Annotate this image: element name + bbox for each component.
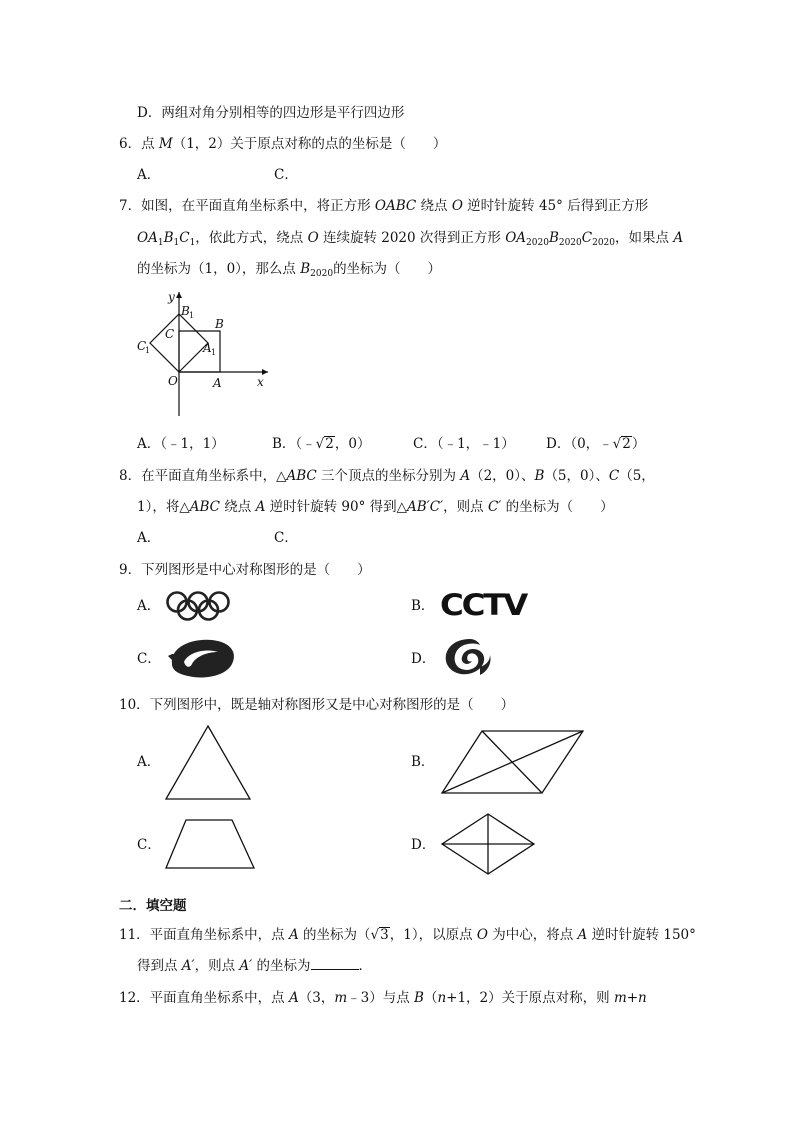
sqrt-sign: √ [370,927,380,943]
label-b1: B [181,304,190,318]
q6-option-c: C． [274,167,298,183]
q7-option-a: A．（﹣1，1） [137,436,225,452]
q9-stem: 9．下列图形是中心对称图形的是（ ） [119,562,371,578]
q7-option-b: B．（﹣√2，0） [272,436,371,452]
q11-line-2: 得到点 A′，则点 A′ 的坐标为 ． [137,958,373,974]
trapezoid-figure [164,817,256,871]
q10-option-b: B． [411,754,435,770]
q9-option-b: B． [411,598,435,614]
section-title: 二．填空题 [119,898,187,914]
parallelogram-figure [440,728,586,796]
q7-line-2: $OA_1B_1C_1$，依此方式，绕点 O 连续旋转 2020 次得到正方形 $OA_{2020}B_{2020}C_{2020}$，如果点 A [137,230,684,248]
q10-option-d: D． [411,837,436,853]
label-c1-sub: 1 [145,346,151,355]
q7-option-d: D．（0，﹣√2） [546,436,646,452]
rhombus-figure [440,812,536,876]
swirl-emblem-icon [168,634,238,680]
q8-option-c: C． [274,530,298,546]
q10-option-a: A． [137,754,161,770]
cctv-logo-icon: CCTV [440,588,527,622]
q7-option-c: C．（﹣1，﹣1） [413,436,515,452]
olympic-rings-icon [165,590,231,622]
label-a1: A [203,341,212,355]
q9-option-d: D． [411,651,436,667]
label-a1-sub: 1 [211,348,217,357]
label-c1: C [137,339,147,353]
q7-figure [135,288,275,420]
label-o: O [168,374,178,388]
q8-line-1: 8．在平面直角坐标系中，△ABC 三个顶点的坐标分别为 A（2，0）、B（5，0）、C（5， [119,468,655,484]
q12-line-1: 12．平面直角坐标系中，点 A（3，m﹣3）与点 B（n+1，2）关于原点对称，则 m+n [119,990,647,1006]
label-y: y [168,290,175,304]
q8-option-a: A． [137,530,161,546]
spiral-logo-icon [440,635,494,679]
q7-line-3: 的坐标为（1，0），那么点 $B_{2020}$的坐标为（ ） [137,261,442,279]
q7-line-1: 7．如图，在平面直角坐标系中，将正方形 OABC 绕点 O 逆时针旋转 45° 后得到正方形 [119,198,649,214]
q8-line-2: 1），将△ABC 绕点 A 逆时针旋转 90° 得到△AB′C′，则点 C′ 的坐标为（ ） [137,499,614,515]
sqrt-sign: √ [612,436,622,452]
label-x: x [257,375,264,389]
q9-option-c: C． [137,651,161,667]
sqrt-sign: √ [315,436,325,452]
q5-option-d: D．两组对角分别相等的四边形是平行四边形 [137,105,405,121]
q9-option-a: A． [137,598,161,614]
label-a: A [213,376,222,390]
y-axis-arrow [176,292,182,298]
q6-stem: 6．点 M（1，2）关于原点对称的点的坐标是（ ） [119,136,447,152]
q10-option-c: C． [137,837,161,853]
q11-line-1: 11．平面直角坐标系中，点 A 的坐标为（√3，1），以原点 O 为中心，将点 A 逆时针旋转 150° [119,927,696,943]
label-c: C [165,327,175,341]
answer-blank[interactable] [311,957,359,970]
q6-option-a: A． [137,167,161,183]
triangle-figure [164,723,254,801]
label-b1-sub: 1 [189,311,195,320]
label-b: B [215,317,224,331]
q10-stem: 10．下列图形中，既是轴对称图形又是中心对称图形的是（ ） [119,697,515,713]
